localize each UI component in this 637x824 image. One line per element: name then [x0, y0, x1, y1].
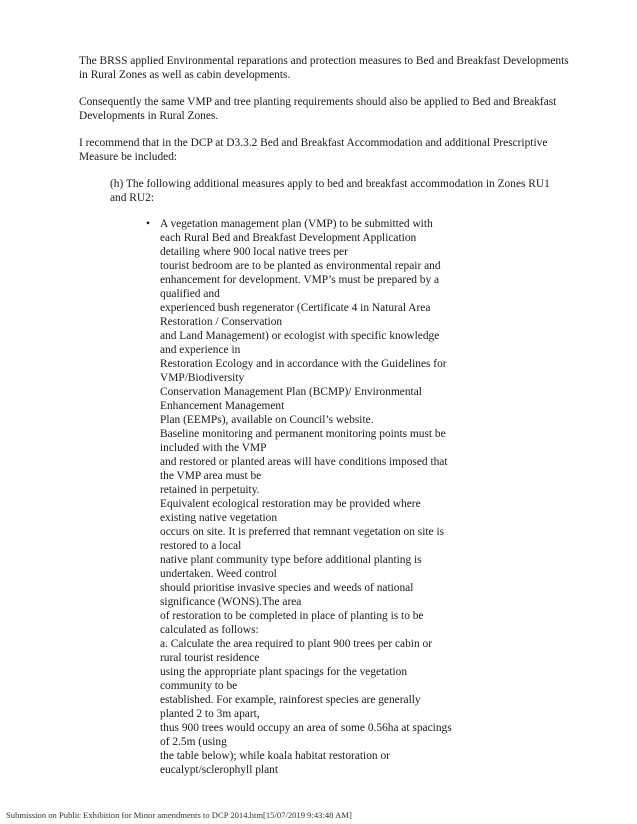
- bullet-line: of restoration to be completed in place of planting is to be: [160, 610, 424, 622]
- paragraph-brss-applied: The BRSS applied Environmental reparations and protection measures to Bed and Breakfast Developments in Rural Zones as well as cabin developments.: [79, 55, 569, 81]
- bullet-line: should prioritise invasive species and weeds of national: [160, 582, 414, 594]
- bullet-line: eucalypt/sclerophyll plant: [160, 764, 278, 776]
- bullet-line: Enhancement Management: [160, 400, 285, 412]
- bullet-line: planted 2 to 3m apart,: [160, 708, 260, 720]
- bullet-line: included with the VMP: [160, 442, 267, 454]
- bullet-line: and Land Management) or ecologist with specific knowledge: [160, 330, 440, 342]
- bullet-line: Plan (EEMPs), available on Council’s website.: [160, 414, 374, 426]
- bullet-line: Conservation Management Plan (BCMP)/ Environmental: [160, 386, 422, 398]
- bullet-line: rural tourist residence: [160, 652, 260, 664]
- bullet-line: tourist bedroom are to be planted as environmental repair and: [160, 260, 441, 272]
- bullet-line: Restoration Ecology and in accordance with the Guidelines for: [160, 358, 447, 370]
- bullet-line: qualified and: [160, 288, 220, 300]
- bullet-line: calculated as follows:: [160, 624, 259, 636]
- bullet-line: thus 900 trees would occupy an area of some 0.56ha at spacings: [160, 722, 452, 734]
- bullet-line: significance (WONS).The area: [160, 596, 302, 608]
- paragraph-recommend: I recommend that in the DCP at D3.3.2 Bed and Breakfast Accommodation and additional Prescriptive Measure be included:: [79, 137, 548, 163]
- bullet-line: established. For example, rainforest species are generally: [160, 694, 421, 706]
- bullet-line: Equivalent ecological restoration may be provided where: [160, 498, 421, 510]
- bullet-line: and experience in: [160, 344, 241, 356]
- bullet-line: enhancement for development. VMP’s must be prepared by a: [160, 274, 440, 286]
- bullet-text: [160, 217, 505, 777]
- page-footer: Submission on Public Exhibition for Minor amendments to DCP 2014.htm[15/07/2019 9:43:48 AM]: [6, 810, 352, 820]
- bullet-line: and restored or planted areas will have conditions imposed that: [160, 456, 448, 468]
- bullet-line: restored to a local: [160, 540, 242, 552]
- bullet-line: undertaken. Weed control: [160, 568, 277, 580]
- bullet-line: A vegetation management plan (VMP) to be submitted with: [160, 218, 433, 230]
- bullet-line: existing native vegetation: [160, 512, 278, 524]
- bullet-line: VMP/Biodiversity: [160, 372, 245, 384]
- bullet-line: detailing where 900 local native trees per: [160, 246, 348, 258]
- bullet-line: experienced bush regenerator (Certificate 4 in Natural Area: [160, 302, 431, 314]
- bullet-line: occurs on site. It is preferred that remnant vegetation on site is: [160, 526, 445, 538]
- bullet-line: a. Calculate the area required to plant 900 trees per cabin or: [160, 638, 432, 650]
- bullet-line: Restoration / Conservation: [160, 316, 283, 328]
- sub-paragraph-h: (h) The following additional measures apply to bed and breakfast accommodation in Zones RU1 and RU2:: [110, 178, 550, 204]
- bullet-line: the VMP area must be: [160, 470, 262, 482]
- bullet-icon: •: [146, 218, 150, 230]
- bullet-line: each Rural Bed and Breakfast Development Application: [160, 232, 417, 244]
- bullet-item-vmp: [146, 217, 505, 777]
- bullet-line: native plant community type before additional planting is: [160, 554, 422, 566]
- bullet-line: of 2.5m (using: [160, 736, 227, 748]
- bullet-line: community to be: [160, 680, 238, 692]
- bullet-line: using the appropriate plant spacings for the vegetation: [160, 666, 408, 678]
- bullet-line: retained in perpetuity.: [160, 484, 260, 496]
- bullet-line: Baseline monitoring and permanent monitoring points must be: [160, 428, 446, 440]
- bullet-line: the table below); while koala habitat restoration or: [160, 750, 390, 762]
- paragraph-consequently: Consequently the same VMP and tree planting requirements should also be applied to Bed and Breakfast Developments in Rural Zones.: [79, 96, 557, 122]
